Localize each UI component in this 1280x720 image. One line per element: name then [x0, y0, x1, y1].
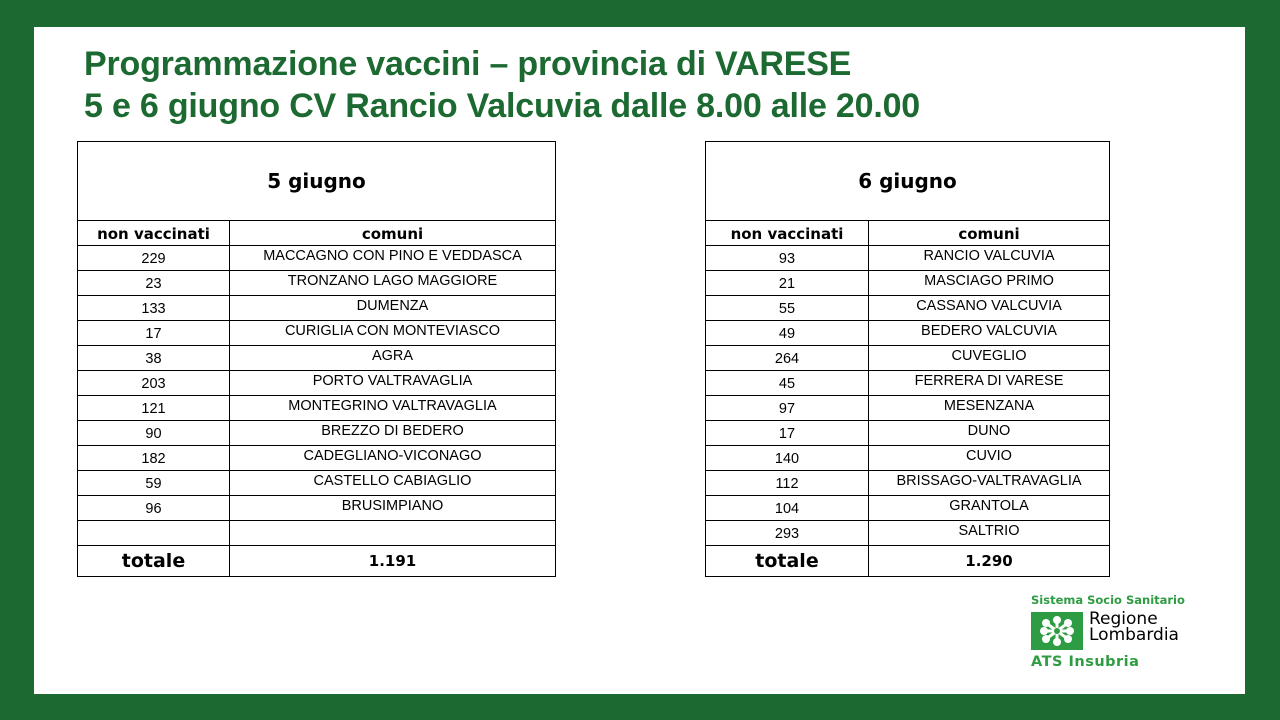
cell-comune: DUMENZA	[230, 296, 556, 321]
rosa-camuna-svg	[1031, 612, 1083, 650]
cell-comune: TRONZANO LAGO MAGGIORE	[230, 271, 556, 296]
total-value: 1.290	[869, 546, 1110, 577]
table-row	[706, 371, 1110, 396]
column-header-non-vaccinati: non vaccinati	[706, 221, 869, 246]
cell-count: 104	[706, 496, 869, 521]
regione-lombardia-logo	[1029, 593, 1209, 671]
table-total-row	[706, 546, 1110, 577]
table-5-giugno	[77, 141, 556, 577]
table-6-giugno	[705, 141, 1110, 577]
column-header-comuni: comuni	[869, 221, 1110, 246]
table-row	[78, 496, 556, 521]
cell-comune	[230, 521, 556, 546]
table-row	[78, 346, 556, 371]
cell-count: 112	[706, 471, 869, 496]
table-row	[706, 496, 1110, 521]
table-row	[706, 396, 1110, 421]
cell-count: 121	[78, 396, 230, 421]
cell-comune: FERRERA DI VARESE	[869, 371, 1110, 396]
logo-name-line-2: Lombardia	[1089, 625, 1179, 645]
cell-comune: CADEGLIANO-VICONAGO	[230, 446, 556, 471]
table-day-heading: 5 giugno	[78, 142, 556, 221]
cell-comune: PORTO VALTRAVAGLIA	[230, 371, 556, 396]
table-total-row	[78, 546, 556, 577]
total-label: totale	[706, 546, 869, 577]
cell-comune: MONTEGRINO VALTRAVAGLIA	[230, 396, 556, 421]
table-row	[78, 271, 556, 296]
table-column-headers	[706, 221, 1110, 246]
cell-comune: CUVEGLIO	[869, 346, 1110, 371]
cell-count: 140	[706, 446, 869, 471]
cell-count: 45	[706, 371, 869, 396]
cell-count: 38	[78, 346, 230, 371]
cell-count: 55	[706, 296, 869, 321]
logo-name	[1089, 611, 1179, 643]
cell-comune: MESENZANA	[869, 396, 1110, 421]
cell-count: 49	[706, 321, 869, 346]
cell-comune: DUNO	[869, 421, 1110, 446]
title-line-2: 5 e 6 giugno CV Rancio Valcuvia dalle 8.00 alle 20.00	[84, 87, 921, 125]
cell-comune: RANCIO VALCUVIA	[869, 246, 1110, 271]
cell-comune: AGRA	[230, 346, 556, 371]
table-row	[78, 321, 556, 346]
table-row	[706, 296, 1110, 321]
table-row	[78, 246, 556, 271]
table-row	[706, 471, 1110, 496]
table-row	[78, 421, 556, 446]
cell-comune: MASCIAGO PRIMO	[869, 271, 1110, 296]
table-row	[706, 346, 1110, 371]
table-row	[78, 471, 556, 496]
table-header-row	[78, 142, 556, 221]
table-row	[706, 446, 1110, 471]
cell-count: 21	[706, 271, 869, 296]
cell-comune: BEDERO VALCUVIA	[869, 321, 1110, 346]
table-row	[78, 521, 556, 546]
cell-count: 293	[706, 521, 869, 546]
slide	[34, 27, 1245, 694]
total-value: 1.191	[230, 546, 556, 577]
cell-comune: GRANTOLA	[869, 496, 1110, 521]
table-row	[78, 371, 556, 396]
rosa-camuna-icon	[1031, 612, 1083, 650]
total-label: totale	[78, 546, 230, 577]
cell-comune: CUVIO	[869, 446, 1110, 471]
cell-count: 90	[78, 421, 230, 446]
title-line-1: Programmazione vaccini – provincia di VARESE	[84, 45, 852, 83]
table-row	[78, 396, 556, 421]
cell-count: 59	[78, 471, 230, 496]
cell-comune: BREZZO DI BEDERO	[230, 421, 556, 446]
cell-count: 23	[78, 271, 230, 296]
cell-comune: CURIGLIA CON MONTEVIASCO	[230, 321, 556, 346]
cell-count: 17	[706, 421, 869, 446]
cell-comune: MACCAGNO CON PINO E VEDDASCA	[230, 246, 556, 271]
cell-count	[78, 521, 230, 546]
table-row	[706, 271, 1110, 296]
cell-comune: SALTRIO	[869, 521, 1110, 546]
cell-count: 96	[78, 496, 230, 521]
table-row	[706, 321, 1110, 346]
logo-name-line-1: Regione	[1089, 609, 1158, 629]
table-row	[706, 521, 1110, 546]
cell-comune: CASTELLO CABIAGLIO	[230, 471, 556, 496]
table-row	[706, 246, 1110, 271]
column-header-comuni: comuni	[230, 221, 556, 246]
cell-count: 133	[78, 296, 230, 321]
cell-count: 182	[78, 446, 230, 471]
cell-comune: BRUSIMPIANO	[230, 496, 556, 521]
cell-count: 229	[78, 246, 230, 271]
table-row	[78, 296, 556, 321]
column-header-non-vaccinati: non vaccinati	[78, 221, 230, 246]
cell-count: 264	[706, 346, 869, 371]
cell-count: 93	[706, 246, 869, 271]
cell-count: 203	[78, 371, 230, 396]
cell-count: 97	[706, 396, 869, 421]
cell-comune: CASSANO VALCUVIA	[869, 296, 1110, 321]
table-day-heading: 6 giugno	[706, 142, 1110, 221]
table-column-headers	[78, 221, 556, 246]
cell-comune: BRISSAGO-VALTRAVAGLIA	[869, 471, 1110, 496]
table-header-row	[706, 142, 1110, 221]
table-row	[78, 446, 556, 471]
logo-top-text: Sistema Socio Sanitario	[1031, 593, 1185, 607]
page-title	[84, 43, 920, 127]
logo-bottom-text: ATS Insubria	[1031, 654, 1140, 670]
cell-count: 17	[78, 321, 230, 346]
table-row	[706, 421, 1110, 446]
